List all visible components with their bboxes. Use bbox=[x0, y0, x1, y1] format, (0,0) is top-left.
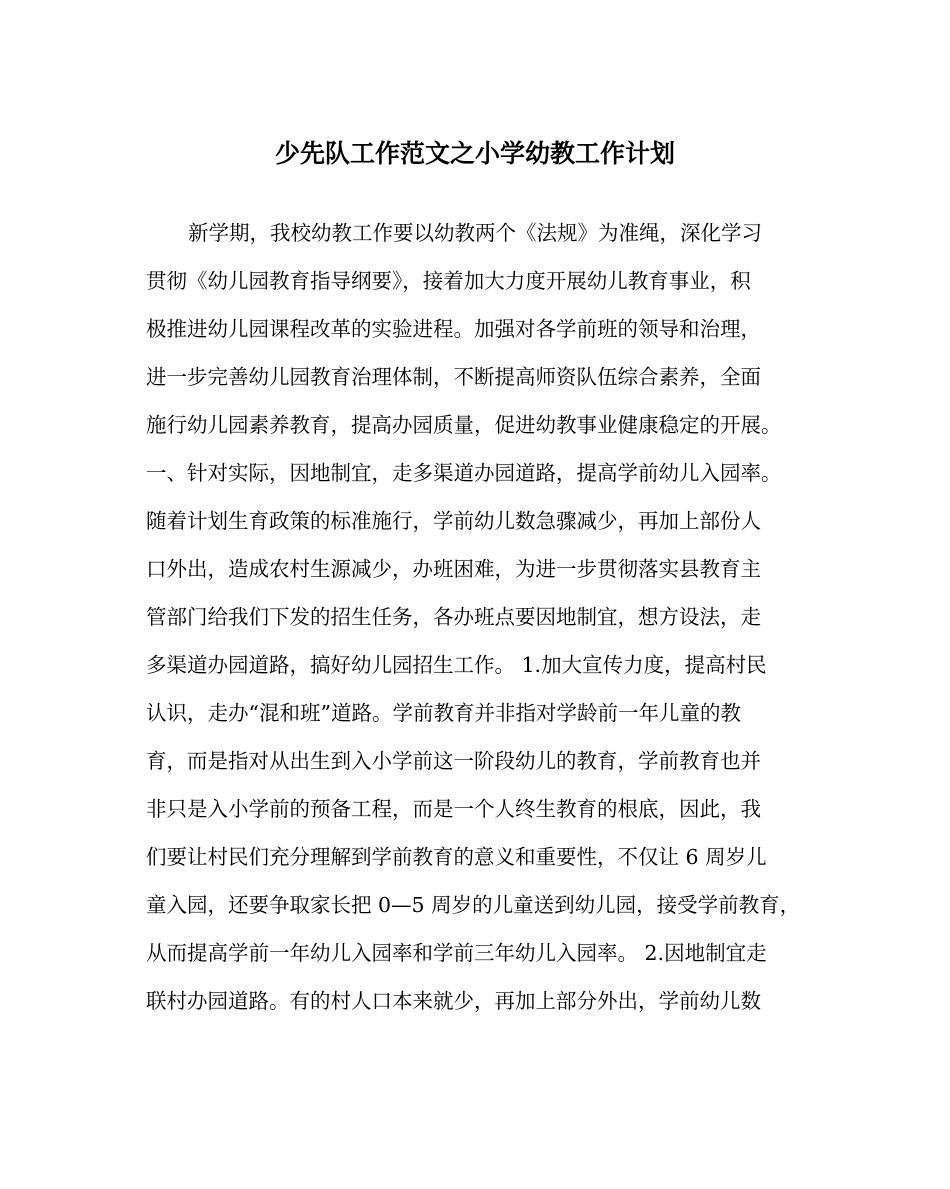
paragraph-line: 们要让村民们充分理解到学前教育的意义和重要性，不仅让 6 周岁儿 bbox=[146, 845, 767, 869]
paragraph-line: 多渠道办园道路，搞好幼儿园招生工作。 1.加大宣传力度，提高村民 bbox=[146, 653, 767, 677]
paragraph-line: 管部门给我们下发的招生任务，各办班点要因地制宜，想方设法，走 bbox=[146, 605, 761, 629]
paragraph-line: 贯彻《幼儿园教育指导纲要》，接着加大力度开展幼儿教育事业，积 bbox=[146, 269, 751, 293]
paragraph-line: 从而提高学前一年幼儿入园率和学前三年幼儿入园率。 2.因地制宜走 bbox=[146, 941, 767, 965]
paragraph-line: 童入园，还要争取家长把 0—5 周岁的儿童送到幼儿园，接受学前教育， bbox=[146, 893, 801, 917]
paragraph-line: 随着计划生育政策的标准施行，学前幼儿数急骤减少，再加上部份人 bbox=[146, 509, 761, 533]
paragraph-line: 口外出，造成农村生源减少，办班困难，为进一步贯彻落实县教育主 bbox=[146, 557, 761, 581]
paragraph-line: 认识，走办“混和班”道路。学前教育并非指对学龄前一年儿童的教 bbox=[146, 701, 741, 725]
paragraph-line: 育，而是指对从出生到入小学前这一阶段幼儿的教育，学前教育也并 bbox=[146, 749, 761, 773]
paragraph-line: 极推进幼儿园课程改革的实验进程。加强对各学前班的领导和治理， bbox=[146, 317, 761, 341]
paragraph-line: 非只是入小学前的预备工程，而是一个人终生教育的根底，因此，我 bbox=[146, 797, 761, 821]
paragraph-line: 进一步完善幼儿园教育治理体制，不断提高师资队伍综合素养，全面 bbox=[146, 365, 761, 389]
paragraph-line: 联村办园道路。有的村人口本来就少，再加上部分外出，学前幼儿数 bbox=[146, 989, 761, 1013]
paragraph-line: 一、针对实际，因地制宜，走多渠道办园道路，提高学前幼儿入园率。 bbox=[146, 461, 782, 485]
document-title: 少先队工作范文之小学幼教工作计划 bbox=[274, 139, 675, 168]
paragraph-line: 新学期，我校幼教工作要以幼教两个《法规》为准绳，深化学习 bbox=[188, 221, 762, 245]
paragraph-line: 施行幼儿园素养教育，提高办园质量，促进幼教事业健康稳定的开展。 bbox=[146, 413, 782, 437]
